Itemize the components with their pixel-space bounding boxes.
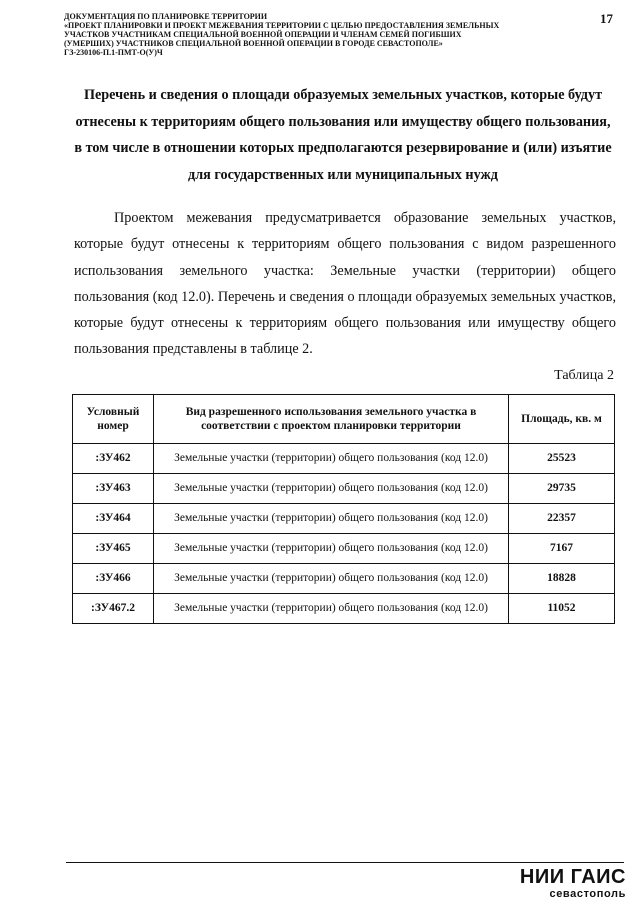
section-title: Перечень и сведения о площади образуемых земельных участков, которые будут отнесены к территориям общего пользования или имуществу общего пользования, в том числе в отношении которых предполагаются резервирование и (или) изъятие для государственных или муниципальных нужд	[74, 87, 612, 183]
table-row	[73, 474, 615, 504]
cell-use: Земельные участки (территории) общего пользования (код 12.0)	[154, 564, 509, 594]
cell-area: 7167	[509, 534, 615, 564]
cell-num: :ЗУ466	[73, 564, 154, 594]
cell-use: Земельные участки (территории) общего пользования (код 12.0)	[154, 474, 509, 504]
cell-area: 25523	[509, 444, 615, 474]
cell-use: Земельные участки (территории) общего пользования (код 12.0)	[154, 534, 509, 564]
cell-num: :ЗУ462	[73, 444, 154, 474]
company-logo	[486, 866, 626, 900]
table-row	[73, 504, 615, 534]
table-caption: Таблица 2	[554, 368, 614, 383]
footer-divider	[66, 862, 624, 863]
cell-area: 22357	[509, 504, 615, 534]
cell-num: :ЗУ467.2	[73, 594, 154, 624]
header-line: «ПРОЕКТ ПЛАНИРОВКИ И ПРОЕКТ МЕЖЕВАНИЯ ТЕРРИТОРИИ С ЦЕЛЬЮ ПРЕДОСТАВЛЕНИЯ ЗЕМЕЛЬНЫХ	[64, 21, 500, 30]
cell-area: 29735	[509, 474, 615, 504]
header-line: ДОКУМЕНТАЦИЯ ПО ПЛАНИРОВКЕ ТЕРРИТОРИИ	[64, 12, 268, 21]
cell-use: Земельные участки (территории) общего пользования (код 12.0)	[154, 444, 509, 474]
cell-area: 18828	[509, 564, 615, 594]
table-row	[73, 564, 615, 594]
cell-num: :ЗУ463	[73, 474, 154, 504]
cell-num: :ЗУ464	[73, 504, 154, 534]
header-num: Условный номер	[73, 395, 154, 444]
cell-use: Земельные участки (территории) общего пользования (код 12.0)	[154, 594, 509, 624]
header-use: Вид разрешенного использования земельного участка в соответствии с проектом планировки территории	[154, 395, 509, 444]
cell-num: :ЗУ465	[73, 534, 154, 564]
parcels-table	[72, 394, 615, 624]
header-line: (УМЕРШИХ) УЧАСТНИКОВ СПЕЦИАЛЬНОЙ ВОЕННОЙ ОПЕРАЦИИ В ГОРОДЕ СЕВАСТОПОЛЕ»	[64, 39, 443, 48]
table-header-row	[73, 395, 615, 444]
table-row	[73, 444, 615, 474]
cell-use: Земельные участки (территории) общего пользования (код 12.0)	[154, 504, 509, 534]
document-header	[64, 12, 584, 57]
table-row	[73, 594, 615, 624]
page-number: 17	[600, 11, 613, 26]
logo-title: НИИ ГАИС	[519, 866, 626, 888]
body-paragraph: Проектом межевания предусматривается образование земельных участков, которые будут отнесены к территориям общего пользования с видом разрешенного использования земельного участка: Земельные участки (территории) общего пользования (код 12.0). Перечень и сведения о площади образуемых земельных участков, которые будут отнесены к территориям общего пользования или имуществу общего пользования представлены в таблице 2.	[74, 210, 616, 358]
cell-area: 11052	[509, 594, 615, 624]
logo-subtitle: севастополь	[549, 888, 626, 900]
header-line: УЧАСТКОВ УЧАСТНИКАМ СПЕЦИАЛЬНОЙ ВОЕННОЙ ОПЕРАЦИИ И ЧЛЕНАМ СЕМЕЙ ПОГИБШИХ	[64, 30, 462, 39]
table-row	[73, 534, 615, 564]
header-area: Площадь, кв. м	[509, 395, 615, 444]
header-line: ГЗ-230106-П.1-ПМТ-О(У)Ч	[64, 48, 163, 57]
